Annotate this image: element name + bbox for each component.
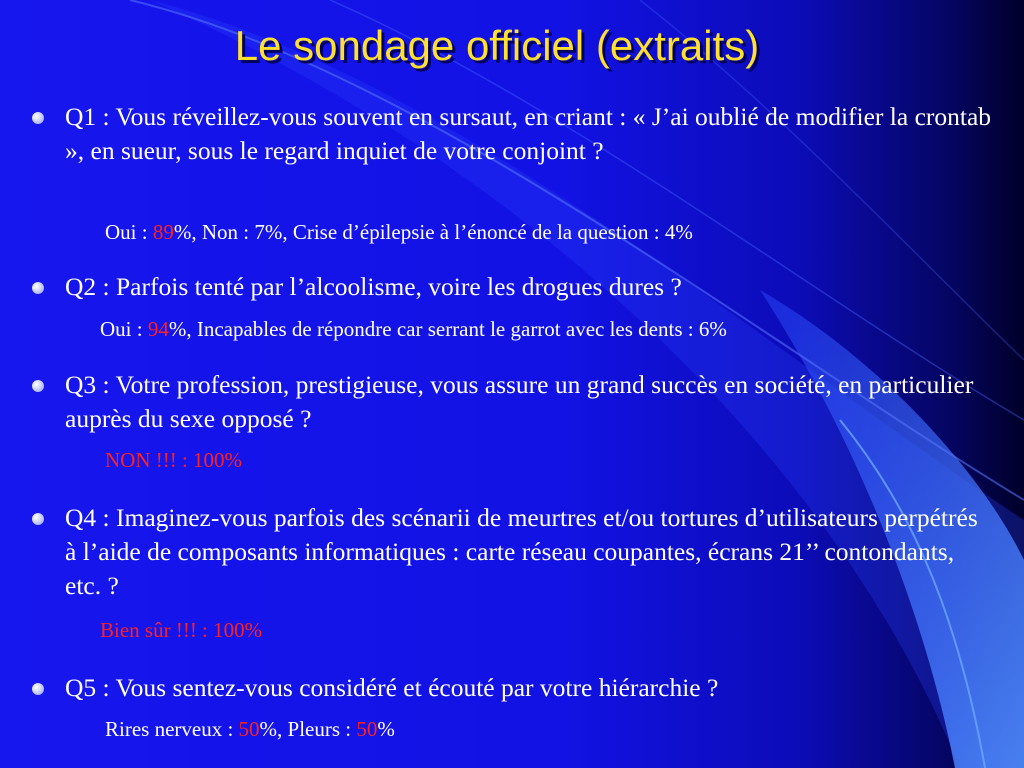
bullet-icon	[32, 513, 44, 525]
bullet-icon	[32, 380, 44, 392]
question-text: Q3 : Votre profession, prestigieuse, vous assure un grand succès en société, en particulier auprès du sexe opposé ?	[65, 370, 974, 433]
answer-highlight: 50	[356, 717, 378, 741]
answer-part: Rires nerveux :	[105, 717, 239, 741]
answer-part: %	[377, 717, 395, 741]
answer-text	[105, 447, 242, 473]
bullet-icon	[32, 112, 44, 124]
answer-text	[100, 617, 262, 643]
answer-highlight: NON !!! : 100%	[105, 448, 243, 472]
answer-text	[100, 316, 727, 342]
answer-highlight: 94	[147, 317, 169, 341]
answer-part: Oui :	[100, 317, 148, 341]
answer-part: %, Non : 7%, Crise d’épilepsie à l’énoncé de la question : 4%	[173, 220, 693, 244]
question-text: Q5 : Vous sentez-vous considéré et écouté par votre hiérarchie ?	[65, 673, 719, 702]
question-text: Q1 : Vous réveillez-vous souvent en sursaut, en criant : « J’ai oublié de modifier la crontab », en sueur, sous le regard inquiet de votre conjoint ?	[65, 102, 992, 165]
slide-title: Le sondage officiel (extraits)	[234, 22, 760, 69]
question-text: Q4 : Imaginez-vous parfois des scénarii de meurtres et/ou tortures d’utilisateurs perpétrés à l’aide de composants informatiques : carte réseau coupantes, écrans 21’’ contondants, etc. ?	[65, 503, 978, 600]
bullet-icon	[32, 282, 44, 294]
answer-part: %, Pleurs :	[259, 717, 357, 741]
bullet-icon	[32, 683, 44, 695]
answer-highlight: 89	[152, 220, 174, 244]
question-text: Q2 : Parfois tenté par l’alcoolisme, voire les drogues dures ?	[65, 272, 682, 301]
answer-text	[105, 219, 693, 245]
answer-highlight: 50	[238, 717, 260, 741]
answer-part: %, Incapables de répondre car serrant le garrot avec les dents : 6%	[168, 317, 727, 341]
answer-text	[105, 716, 395, 742]
answer-highlight: Bien sûr !!! : 100%	[100, 618, 263, 642]
answer-part: Oui :	[105, 220, 153, 244]
